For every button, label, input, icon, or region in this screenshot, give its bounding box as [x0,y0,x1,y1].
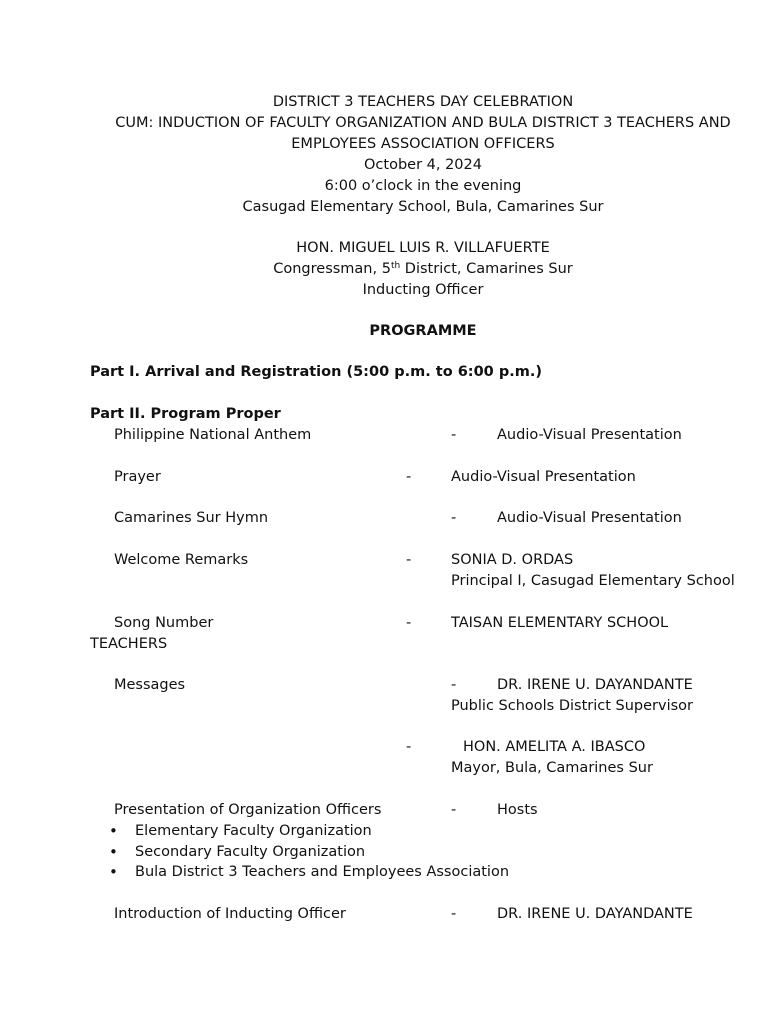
inducting-officer-title [90,259,756,279]
messages-label: Messages [114,677,186,693]
prayer-label: Prayer [114,469,161,485]
bullet-icon: • [109,863,118,881]
title-suffix: District, Camarines Sur [400,261,573,277]
welcome-dash: - [406,552,412,568]
song-dash: - [406,615,412,631]
event-subtitle-line1: CUM: INDUCTION OF FACULTY ORGANIZATION AND BULA DISTRICT 3 TEACHERS AND [115,115,731,131]
presentation-label: Presentation of Organization Officers [114,802,382,818]
list-item: Secondary Faculty Organization [135,844,366,860]
bullet-icon: • [109,843,118,861]
anthem-dash: - [451,427,457,443]
welcome-speaker-title: Principal I, Casugad Elementary School [451,573,735,589]
song-label: Song Number [114,615,214,631]
messages-speaker-2: HON. AMELITA A. IBASCO [463,739,646,755]
part1-heading: Part I. Arrival and Registration (5:00 p.m. to 6:00 p.m.) [90,364,542,380]
event-venue: Casugad Elementary School, Bula, Camarines Sur [242,199,604,215]
anthem-value: Audio-Visual Presentation [497,427,682,443]
anthem-label: Philippine National Anthem [114,427,312,443]
event-subtitle-line2: EMPLOYEES ASSOCIATION OFFICERS [291,136,555,152]
presentation-dash: - [451,802,457,818]
presentation-value: Hosts [497,802,538,818]
messages-speaker-1: DR. IRENE U. DAYANDANTE [497,677,693,693]
part2-heading: Part II. Program Proper [90,406,281,422]
messages-speaker-2-title: Mayor, Bula, Camarines Sur [451,760,653,776]
welcome-label: Welcome Remarks [114,552,249,568]
title-superscript: th [390,261,401,271]
title-prefix: Congressman, 5 [273,261,391,277]
list-item: Elementary Faculty Organization [135,823,372,839]
welcome-speaker: SONIA D. ORDAS [451,552,574,568]
inducting-officer-name: HON. MIGUEL LUIS R. VILLAFUERTE [296,240,550,256]
prayer-value: Audio-Visual Presentation [451,469,636,485]
messages-dash-2: - [406,739,412,755]
messages-dash-1: - [451,677,457,693]
hymn-value: Audio-Visual Presentation [497,510,682,526]
event-time: 6:00 o’clock in the evening [324,178,522,194]
introduction-label: Introduction of Inducting Officer [114,906,346,922]
prayer-dash: - [406,469,412,485]
event-title: DISTRICT 3 TEACHERS DAY CELEBRATION [272,94,574,110]
song-performer-continued: TEACHERS [90,636,168,652]
inducting-officer-role: Inducting Officer [362,282,484,298]
messages-speaker-1-title: Public Schools District Supervisor [451,698,693,714]
programme-heading: PROGRAMME [369,323,477,339]
list-item: Bula District 3 Teachers and Employees Association [135,864,510,880]
introduction-dash: - [451,906,457,922]
introduction-value: DR. IRENE U. DAYANDANTE [497,906,693,922]
song-performer: TAISAN ELEMENTARY SCHOOL [451,615,669,631]
hymn-dash: - [451,510,457,526]
hymn-label: Camarines Sur Hymn [114,510,269,526]
bullet-icon: • [109,822,118,840]
event-date: October 4, 2024 [364,157,482,173]
